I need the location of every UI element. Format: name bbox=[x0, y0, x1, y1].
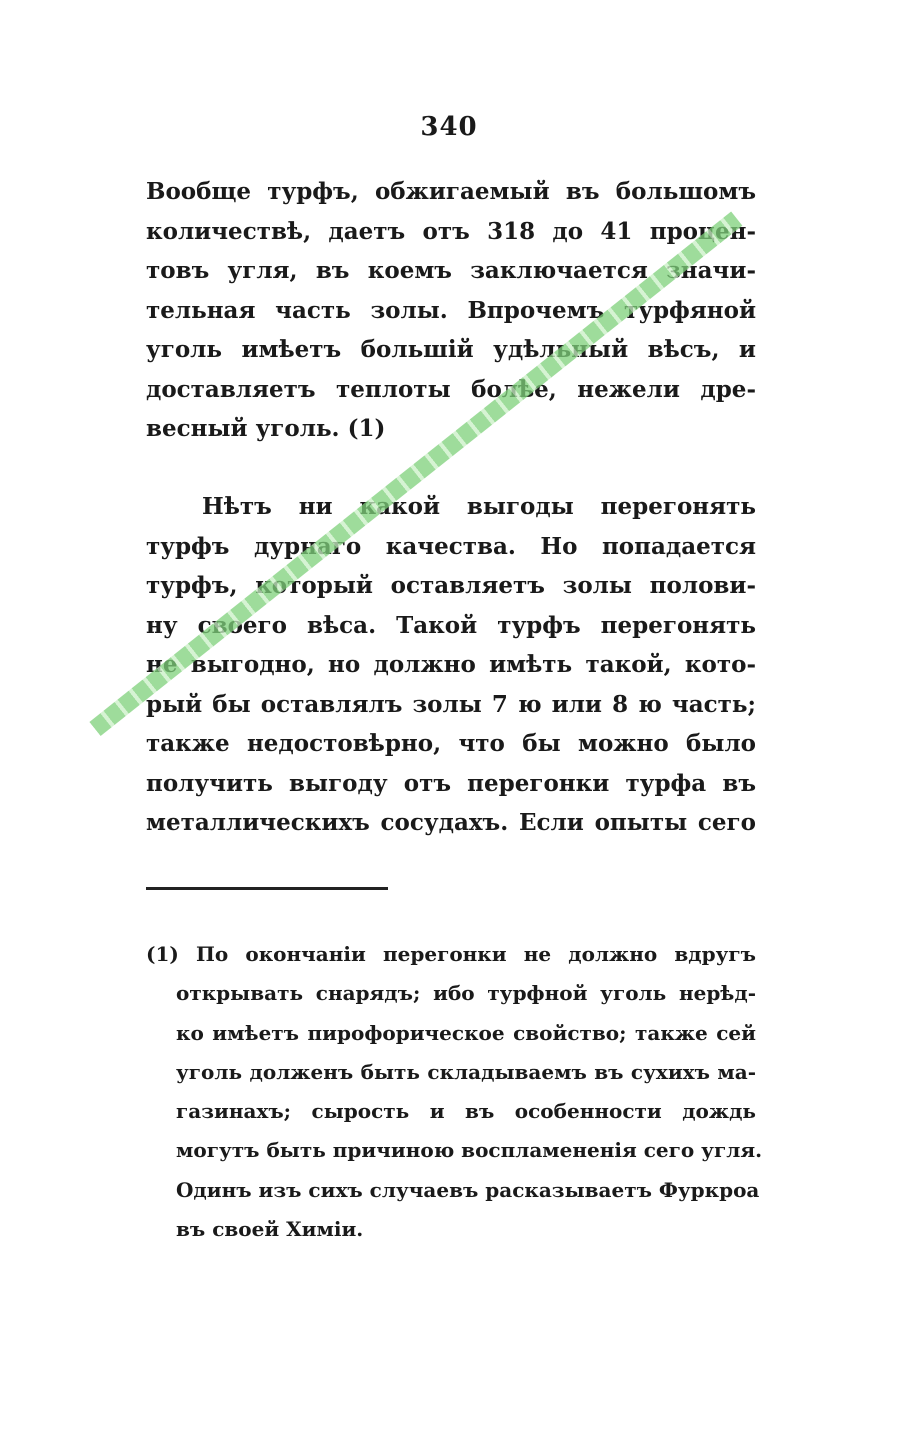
footnote-line: уголь долженъ быть складываемъ въ сухихъ ма- bbox=[176, 1059, 756, 1084]
footnote-line: Одинъ изъ сихъ случаевъ расказываетъ Фуркроа bbox=[176, 1177, 760, 1202]
footnote-line: газинахъ; сырость и въ особенности дождь bbox=[176, 1099, 756, 1124]
text-line: рый бы оставлялъ золы 7 ю или 8 ю часть; bbox=[146, 690, 756, 718]
footnote-line: въ своей Химiи. bbox=[176, 1217, 364, 1242]
text-line: Нѣтъ ни какой выгоды перегонять bbox=[202, 493, 756, 520]
footnote-line: могутъ быть причиною воспламененiя сего угля. bbox=[176, 1138, 763, 1163]
text-line: товъ угля, въ коемъ заключается значи- bbox=[146, 257, 756, 284]
text-line: получить выгоду отъ перегонки турфа въ bbox=[146, 769, 756, 797]
text-line: Вообще турфъ, обжигаемый въ большомъ bbox=[146, 178, 756, 205]
footnote bbox=[146, 935, 763, 1249]
text-line: весный уголь. (1) bbox=[146, 415, 386, 442]
text-line: уголь имѣетъ большiй удѣльный вѣсъ, и bbox=[146, 336, 756, 363]
text-line: не выгодно, но должно имѣть такой, кото- bbox=[146, 651, 756, 678]
text-line: количествѣ, даетъ отъ 318 до 41 процен- bbox=[146, 217, 756, 245]
footnote-line: открывать снарядъ; ибо турфной уголь нерѣд- bbox=[176, 981, 756, 1006]
paragraph-charcoal-yield bbox=[146, 172, 756, 449]
footnote-line: (1) По окончанiи перегонки не должно вдругъ bbox=[146, 942, 756, 966]
paragraph-distillation bbox=[146, 487, 756, 843]
text-line: тельная часть золы. Впрочемъ турфяной bbox=[146, 296, 756, 324]
text-line: турфъ дурнаго качества. Но попадается bbox=[146, 532, 756, 560]
text-line: доставляетъ теплоты болѣе, нежели дре- bbox=[146, 375, 756, 403]
text-line: металлическихъ сосудахъ. Если опыты сего bbox=[146, 809, 756, 836]
text-line: ну своего вѣса. Такой турфъ перегонять bbox=[146, 611, 756, 639]
page-number: 340 bbox=[420, 112, 478, 142]
footnote-line: ко имѣетъ пирофорическое свойство; также сей bbox=[176, 1020, 756, 1045]
text-line: также недостовѣрно, что бы можно было bbox=[146, 730, 756, 757]
text-line: турфъ, который оставляетъ золы полови- bbox=[146, 572, 756, 599]
footnote-divider bbox=[146, 887, 388, 890]
